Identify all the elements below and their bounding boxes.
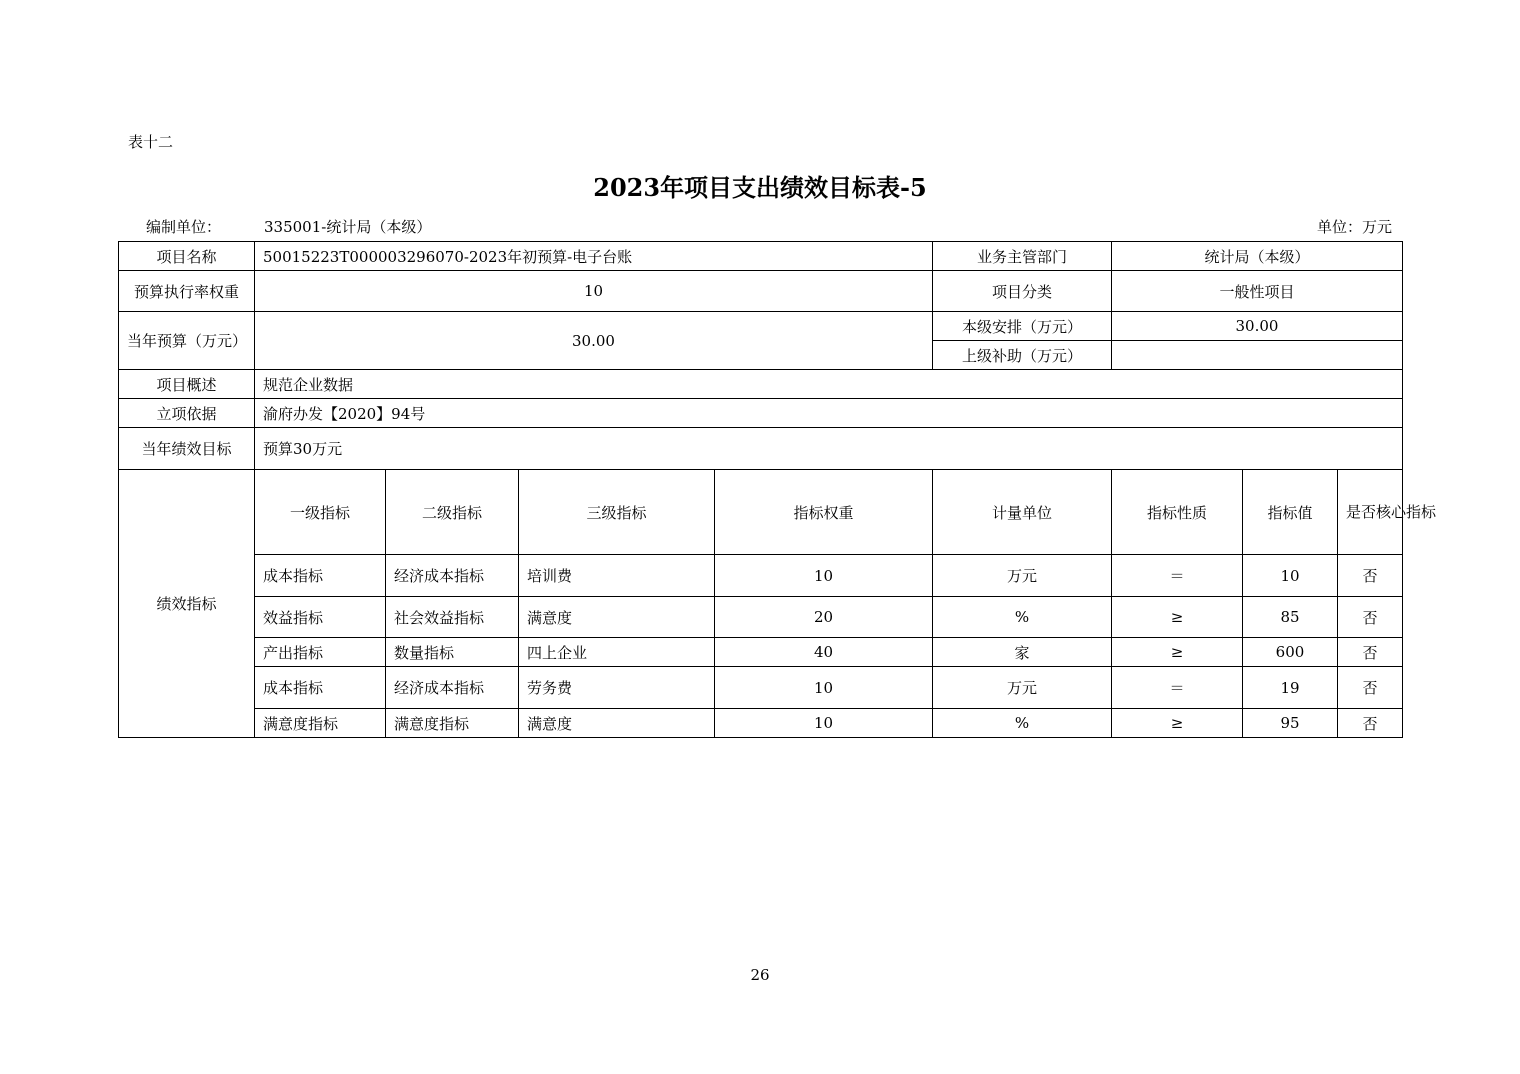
dept-value: 统计局（本级） — [1112, 242, 1403, 271]
org-value: 335001-统计局（本级） — [264, 218, 432, 236]
row-weight: 40 — [715, 638, 933, 667]
header-core: 是否核心指标 — [1338, 470, 1403, 555]
table-row — [119, 709, 1403, 738]
unit-label: 单位：万元 — [1316, 218, 1392, 236]
row-core: 否 — [1338, 709, 1403, 738]
category-value: 一般性项目 — [1112, 271, 1403, 312]
basis-value: 渝府办发【2020】94号 — [255, 399, 1403, 428]
row-nature: ＝ — [1112, 555, 1243, 597]
goal-value: 预算30万元 — [255, 428, 1403, 470]
row-core: 否 — [1338, 555, 1403, 597]
row-goal — [119, 428, 1403, 470]
table-row — [119, 555, 1403, 597]
row-level3: 培训费 — [519, 555, 715, 597]
overview-value: 规范企业数据 — [255, 370, 1403, 399]
row-nature: ≥ — [1112, 709, 1243, 738]
header-value: 指标值 — [1243, 470, 1338, 555]
row-basis — [119, 399, 1403, 428]
row-core: 否 — [1338, 667, 1403, 709]
row-level2: 数量指标 — [386, 638, 519, 667]
subsidy-label: 上级补助（万元） — [933, 341, 1112, 370]
row-value: 95 — [1243, 709, 1338, 738]
row-level1: 成本指标 — [255, 555, 386, 597]
project-name-label: 项目名称 — [119, 242, 255, 271]
header-level1: 一级指标 — [255, 470, 386, 555]
dept-label: 业务主管部门 — [933, 242, 1112, 271]
row-level2: 经济成本指标 — [386, 667, 519, 709]
goal-label: 当年绩效目标 — [119, 428, 255, 470]
budget-label: 当年预算（万元） — [119, 312, 255, 370]
table-row — [119, 638, 1403, 667]
local-label: 本级安排（万元） — [933, 312, 1112, 341]
row-level2: 满意度指标 — [386, 709, 519, 738]
category-label: 项目分类 — [933, 271, 1112, 312]
budget-value: 30.00 — [255, 312, 933, 370]
subsidy-value — [1112, 341, 1403, 370]
row-weight: 10 — [715, 667, 933, 709]
table-row — [119, 667, 1403, 709]
row-weight: 10 — [715, 709, 933, 738]
row-unit: % — [933, 597, 1112, 638]
weight-label: 预算执行率权重 — [119, 271, 255, 312]
overview-label: 项目概述 — [119, 370, 255, 399]
row-level2: 经济成本指标 — [386, 555, 519, 597]
weight-value: 10 — [255, 271, 933, 312]
row-core: 否 — [1338, 597, 1403, 638]
row-overview — [119, 370, 1403, 399]
row-level1: 满意度指标 — [255, 709, 386, 738]
row-budget — [119, 312, 1403, 341]
row-level1: 产出指标 — [255, 638, 386, 667]
row-project-name — [119, 242, 1403, 271]
row-unit: 万元 — [933, 555, 1112, 597]
row-level2: 社会效益指标 — [386, 597, 519, 638]
row-level3: 满意度 — [519, 597, 715, 638]
row-value: 10 — [1243, 555, 1338, 597]
page-title: 2023年项目支出绩效目标表-5 — [593, 173, 927, 202]
row-unit: 万元 — [933, 667, 1112, 709]
org-label: 编制单位： — [146, 218, 222, 236]
row-weight: 20 — [715, 597, 933, 638]
row-weight — [119, 271, 1403, 312]
header-nature: 指标性质 — [1112, 470, 1243, 555]
row-value: 85 — [1243, 597, 1338, 638]
indicator-header-row — [119, 470, 1403, 555]
header-level2: 二级指标 — [386, 470, 519, 555]
local-value: 30.00 — [1112, 312, 1403, 341]
header-unit: 计量单位 — [933, 470, 1112, 555]
basis-label: 立项依据 — [119, 399, 255, 428]
row-level3: 满意度 — [519, 709, 715, 738]
row-core: 否 — [1338, 638, 1403, 667]
row-value: 600 — [1243, 638, 1338, 667]
row-nature: ≥ — [1112, 597, 1243, 638]
page-number: 26 — [750, 966, 770, 984]
row-unit: % — [933, 709, 1112, 738]
table-row — [119, 597, 1403, 638]
project-name-value: 50015223T000003296070-2023年初预算-电子台账 — [255, 242, 933, 271]
header-level3: 三级指标 — [519, 470, 715, 555]
row-level3: 四上企业 — [519, 638, 715, 667]
row-level1: 效益指标 — [255, 597, 386, 638]
row-weight: 10 — [715, 555, 933, 597]
row-value: 19 — [1243, 667, 1338, 709]
row-nature: ≥ — [1112, 638, 1243, 667]
table-number: 表十二 — [128, 133, 174, 151]
header-weight: 指标权重 — [715, 470, 933, 555]
indicators-section-label: 绩效指标 — [119, 470, 255, 738]
row-unit: 家 — [933, 638, 1112, 667]
row-level1: 成本指标 — [255, 667, 386, 709]
row-level3: 劳务费 — [519, 667, 715, 709]
row-nature: ＝ — [1112, 667, 1243, 709]
performance-table — [118, 241, 1437, 738]
